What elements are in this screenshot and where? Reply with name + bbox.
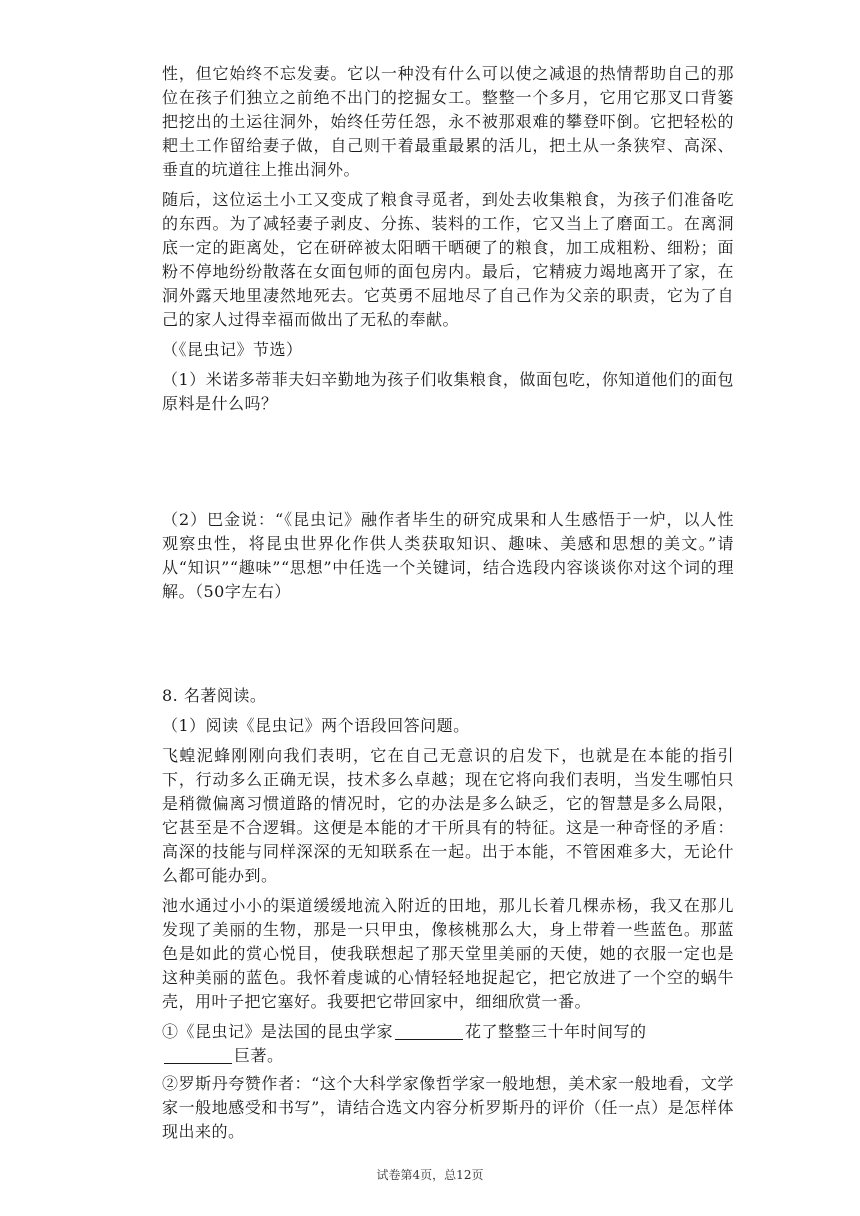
question-8-item-2: ②罗斯丹夸赞作者：“这个大科学家像哲学家一般地想，美术家一般地看，文学家一般地感受和书写”，请结合选文内容分析罗斯丹的评价（任一点）是怎样体现出来的。 (162, 1074, 734, 1141)
fill-in-text-a: ①《昆虫记》是法国的昆虫学家 (162, 1022, 394, 1041)
question-8-paragraph-1: 飞蝗泥蜂刚刚向我们表明，它在自己无意识的启发下，也就是在本能的指引下，行动多么正确无误，技术多么卓越；现在它将向我们表明，当发生哪怕只是稍微偏离习惯道路的情况时，它的办法是多么缺乏，它的智慧是多么局限，它甚至是不合逻辑。这便是本能的才干所具有的特征。这是一种奇怪的矛盾：高深的技能与同样深深的无知联系在一起。出于本能，不管困难多大，无论什么都可能办到。 (162, 746, 734, 885)
fill-in-text-c: 巨著。 (234, 1046, 284, 1065)
answer-blank-title[interactable] (164, 1047, 232, 1064)
answer-blank-author[interactable] (395, 1023, 463, 1040)
question-1: （1）米诺多蒂菲夫妇辛勤地为孩子们收集粮食，做面包吃，你知道他们的面包原料是什么吗？ (162, 370, 734, 413)
fill-in-item-1 (162, 1020, 734, 1068)
exam-page-body (162, 62, 734, 1144)
fill-in-text-b: 花了整整三十年时间写的 (465, 1022, 647, 1041)
passage1-source: （《昆虫记》节选） (162, 340, 303, 359)
passage1-paragraph-2: 随后，这位运土小工又变成了粮食寻觅者，到处去收集粮食，为孩子们准备吃的东西。为了减轻妻子剥皮、分拣、装料的工作，它又当上了磨面工。在离洞底一定的距离处，它在研碎被太阳晒干晒硬了的粮食，加工成粗粉、细粉；面粉不停地纷纷散落在女面包师的面包房内。最后，它精疲力竭地离开了家，在洞外露天地里凄然地死去。它英勇不屈地尽了自己作为父亲的职责，它为了自己的家人过得幸福而做出了无私的奉献。 (162, 190, 734, 329)
question-2: （2）巴金说：“《昆虫记》融作者毕生的研究成果和人生感悟于一炉，以人性观察虫性，将昆虫世界化作供人类获取知识、趣味、美感和思想的美文。”请从“知识”“趣味”“思想”中任选一个关键词，结合选段内容谈谈你对这个词的理解。（50字左右） (162, 510, 734, 601)
question-8-sub1: （1）阅读《昆虫记》两个语段回答问题。 (162, 716, 470, 735)
question-8-title: 8. 名著阅读。 (162, 686, 267, 705)
question-8-paragraph-2: 池水通过小小的渠道缓缓地流入附近的田地，那儿长着几棵赤杨，我又在那儿发现了美丽的生物，那是一只甲虫，像核桃那么大，身上带着一些蓝色。那蓝色是如此的赏心悦目，使我联想起了那天堂里美丽的天使，她的衣服一定也是这种美丽的蓝色。我怀着虔诚的心情轻轻地捉起它，把它放进了一个空的蜗牛壳，用叶子把它塞好。我要把它带回家中，细细欣赏一番。 (162, 896, 734, 1011)
page-footer: 试卷第4页，总12页 (376, 1168, 484, 1182)
answer-space-2 (162, 610, 734, 684)
answer-space-1 (162, 422, 734, 508)
passage1-paragraph-1: 性，但它始终不忘发妻。它以一种没有什么可以使之减退的热情帮助自己的那位在孩子们独立之前绝不出门的挖掘女工。整整一个多月，它用它那叉口背篓把挖出的土运往洞外，始终任劳任怨，永不被那艰难的攀登吓倒。它把轻松的耙土工作留给妻子做，自己则干着最重最累的活儿，把土从一条狭窄、高深、垂直的坑道往上推出洞外。 (162, 64, 734, 179)
